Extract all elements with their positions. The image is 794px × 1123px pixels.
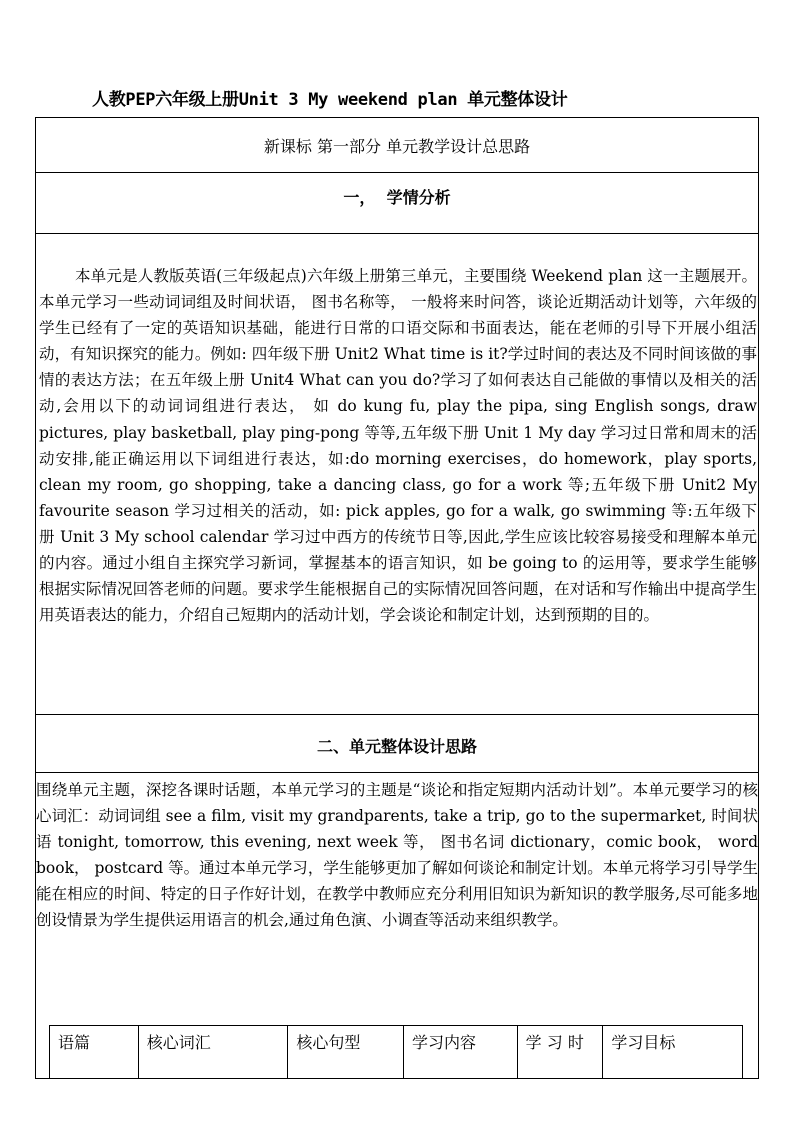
section2-body xyxy=(36,777,758,934)
column-header: 学 习 时 xyxy=(518,1026,604,1079)
section2-text: 围绕单元主题，深挖各课时话题，本单元学习的主题是“谈论和指定短期内活动计划”。本单元要学习的核心词汇：动词词组 see a film, visit my grandparents, take a trip, go to the supermarket, 时间状语 tonight, tomorrow, this evening, next week 等， 图书名词 dictionary，comic book， word book， postcard 等。通过本单元学习，学生能够更加了解如何谈论和制定计划。本单元将学习引导学生能在相应的时间、特定的日子作好计划，在教学中教师应充分利用旧知识为新知识的教学服务,尽可能多地创设情景为学生提供运用语言的机会,通过角色演、小调查等活动来组织教学。 xyxy=(36,781,758,930)
section1-heading: 一， 学情分析 xyxy=(343,188,451,207)
row-divider xyxy=(36,172,758,173)
document-title: 人教PEP六年级上册Unit 3 My weekend plan 单元整体设计 xyxy=(92,90,568,110)
section1-text: 本单元是人教版英语(三年级起点)六年级上册第三单元，主要围绕 Weekend plan 这一主题展开。本单元学习一些动词词组及时间状语， 图书名称等， 一般将来时问答，谈论近期活动计划等，六年级的学生已经有了一定的英语知识基础，能进行日常的口语交际和书面表达，能在老师的引导下开展小组活动，有知识探究的能力。例如: 四年级下册 Unit2 What time is it?学过时间的表达及不同时间该做的事情的表达方法；在五年级上册 Unit4 What can you do?学习了如何表达自己能做的事情以及相关的活动,会用以下的动词词组进行表达， 如 do kung fu, play the pipa, sing English songs, draw pictures, play basketball, play ping-pong 等等,五年级下册 Unit 1 My day 学习过日常和周末的活动安排,能正确运用以下词组进行表达，如:do morning exercises，do homework，play sports, clean my room, go shopping, take a dancing class, go for a work 等;五年级下册 Unit2 My favourite season 学习过相关的活动，如: pick apples, go for a walk, go swimming 等:五年级下册 Unit 3 My school calendar 学习过中西方的传统节日等,因此,学生应该比较容易接受和理解本单元的内容。通过小组自主探究学习新词，掌握基本的语言知识，如 be going to 的运用等，要求学生能够根据实际情况回答老师的问题。要求学生能根据自己的实际情况回答问题，在对话和写作输出中提高学生用英语表达的能力，介绍自己短期内的活动计划，学会谈论和制定计划，达到预期的目的。 xyxy=(39,267,757,625)
column-header: 学习内容 xyxy=(404,1026,518,1079)
lesson-plan-table xyxy=(49,1025,743,1079)
row-divider xyxy=(36,233,758,234)
column-header: 语篇 xyxy=(50,1026,139,1079)
column-header: 学习目标 xyxy=(611,1033,676,1052)
row-divider xyxy=(36,772,758,773)
table-header: 新课标 第一部分 单元教学设计总思路 xyxy=(263,137,531,156)
column-header: 核心句型 xyxy=(288,1026,404,1079)
section1-body xyxy=(39,263,757,628)
design-table xyxy=(35,117,759,1079)
row-divider xyxy=(36,714,758,715)
section2-heading: 二、单元整体设计思路 xyxy=(316,737,477,756)
column-header: 核心词汇 xyxy=(139,1026,289,1079)
